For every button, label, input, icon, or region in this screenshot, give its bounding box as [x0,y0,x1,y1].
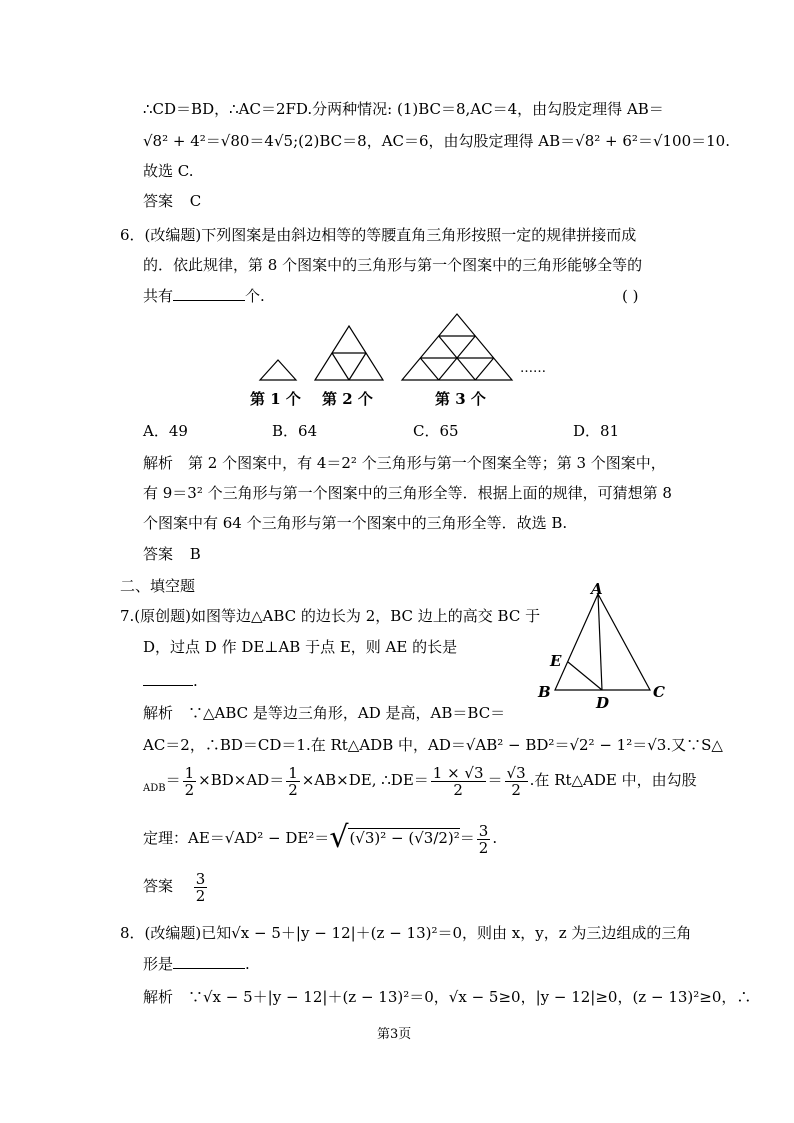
figure-2-triangles [315,326,383,380]
q6-answer-blank [173,286,245,301]
q6-line-2: 的．依此规律，第 8 个图案中的三角形与第一个图案中的三角形能够全等的 [143,256,643,274]
subscript-adb: ADB [143,783,166,794]
equals: ＝ [165,771,181,789]
q6-line-3 [143,285,265,307]
point-b-label: B [538,683,551,701]
answer-fraction: $\frac{3}{2}$ [195,869,206,905]
q8-line-1: 8．(改编题)已知√x − 5＋|y − 12|＋(z − 13)²＝0，则由 x，y，z 为三边组成的三角 [120,924,692,942]
q6-option-b: B．64 [272,422,318,440]
altitude-ad [598,594,602,690]
q6-line-3-prefix: 共有 [143,287,174,305]
q8-line-2-suffix: . [245,955,250,973]
figure-1-triangles [260,360,296,380]
point-c-label: C [653,683,665,701]
expr-ae: 定理：AE＝√AD² − DE²＝ [143,829,330,847]
prev-solution-line-3: 故选 C. [143,162,194,180]
equals: ＝ [459,829,475,847]
section-title: 二、填空题 [120,577,196,595]
point-a-label: A [591,582,603,598]
q6-ellipsis: …… [520,361,546,376]
q6-option-c: C．65 [413,422,459,440]
fraction-half-1: $\frac{1}{2}$ [184,763,195,799]
radical-sign: √ [329,820,349,855]
q7-line-2: D，过点 D 作 DE⊥AB 于点 E，则 AE 的长是 [143,638,458,656]
q6-solution-line-3: 个图案中有 64 个三角形与第一个图案中的三角形全等．故选 B. [143,514,568,532]
fraction-ae: $\frac{3}{2}$ [478,821,489,857]
q7-answer [143,866,209,908]
q6-line-3-suffix: 个. [245,287,265,305]
q7-line-3-suffix: . [193,672,198,690]
radicand: (√3)² − (√3/2)² [349,829,460,847]
fraction-de-1: $\frac{1 \times √3}{2}$ [432,763,484,799]
q7-solution-line-4 [143,818,497,862]
q6-option-d: D．81 [573,422,620,440]
point-e-label: E [550,652,562,670]
q8-line-2-prefix: 形是 [143,955,174,973]
figure-label-3: 第 3 个 [435,390,486,408]
q8-solution-line-1: 解析 ∵√x − 5＋|y − 12|＋(z − 13)²＝0，√x − 5≥0，|y − 12|≥0，(z − 13)²≥0，∴ [143,988,752,1006]
q7-solution-line-1: 解析 ∵△ABC 是等边三角形，AD 是高，AB＝BC＝ [143,704,506,722]
fig1-triangle [260,360,296,380]
prev-answer [143,190,201,212]
q7-solution-line-3 [143,762,697,802]
period: . [492,829,498,847]
expr-rt-ade: .在 Rt△ADE 中，由勾股 [529,771,697,789]
equals: ＝ [487,771,503,789]
fraction-de-2: $\frac{√3}{2}$ [506,763,526,799]
perpendicular-de [568,662,602,690]
q6-solution-line-2: 有 9＝3² 个三角形与第一个图案中的三角形全等．根据上面的规律，可猜想第 8 [143,484,672,502]
q7-answer-blank [143,671,193,686]
answer-label: 答案 [143,877,174,895]
figure-label-2: 第 2 个 [322,390,373,408]
prev-solution-line-1: ∴CD＝BD，∴AC＝2FD.分两种情况: (1)BC＝8,AC＝4，由勾股定理得 AB＝ [143,100,664,118]
q8-answer-blank [173,954,245,969]
triangle-abc [555,594,650,690]
q6-option-a: A．49 [143,422,188,440]
answer-value: C [189,192,202,210]
q6-solution-line-1: 解析 第 2 个图案中，有 4＝2² 个三角形与第一个图案全等；第 3 个图案中， [143,454,666,472]
q8-line-2 [143,953,250,975]
q6-answer [143,543,201,565]
q6-line-1: 6．(改编题)下列图案是由斜边相等的等腰直角三角形按照一定的规律拼接而成 [120,226,637,244]
answer-value: B [189,545,201,563]
page-number: 第3页 [377,1027,412,1042]
q7-line-1: 7.(原创题)如图等边△ABC 的边长为 2，BC 边上的高交 BC 于 [120,607,541,625]
q6-bracket: ( ) [622,287,639,305]
expr-bd-ad: ×BD×AD＝ [198,771,285,789]
expr-ab-de: ×AB×DE, ∴DE＝ [301,771,429,789]
fraction-half-2: $\frac{1}{2}$ [288,763,298,799]
figure-3-triangles [402,314,512,380]
prev-solution-line-2: √8² + 4²＝√80＝4√5;(2)BC＝8，AC＝6，由勾股定理得 AB＝√8² + 6²＝√100＝10. [143,132,730,150]
q6-triangle-figure [250,312,570,412]
answer-label: 答案 [143,545,174,563]
point-d-label: D [596,694,610,712]
q7-line-3 [143,670,198,692]
figure-label-1: 第 1 个 [250,390,301,408]
q7-solution-line-2: AC＝2，∴BD＝CD＝1.在 Rt△ADB 中，AD＝√AB² − BD²＝√2² − 1²＝√3.又∵S△ [143,736,723,754]
answer-label: 答案 [143,192,174,210]
q7-triangle-figure [535,582,675,712]
